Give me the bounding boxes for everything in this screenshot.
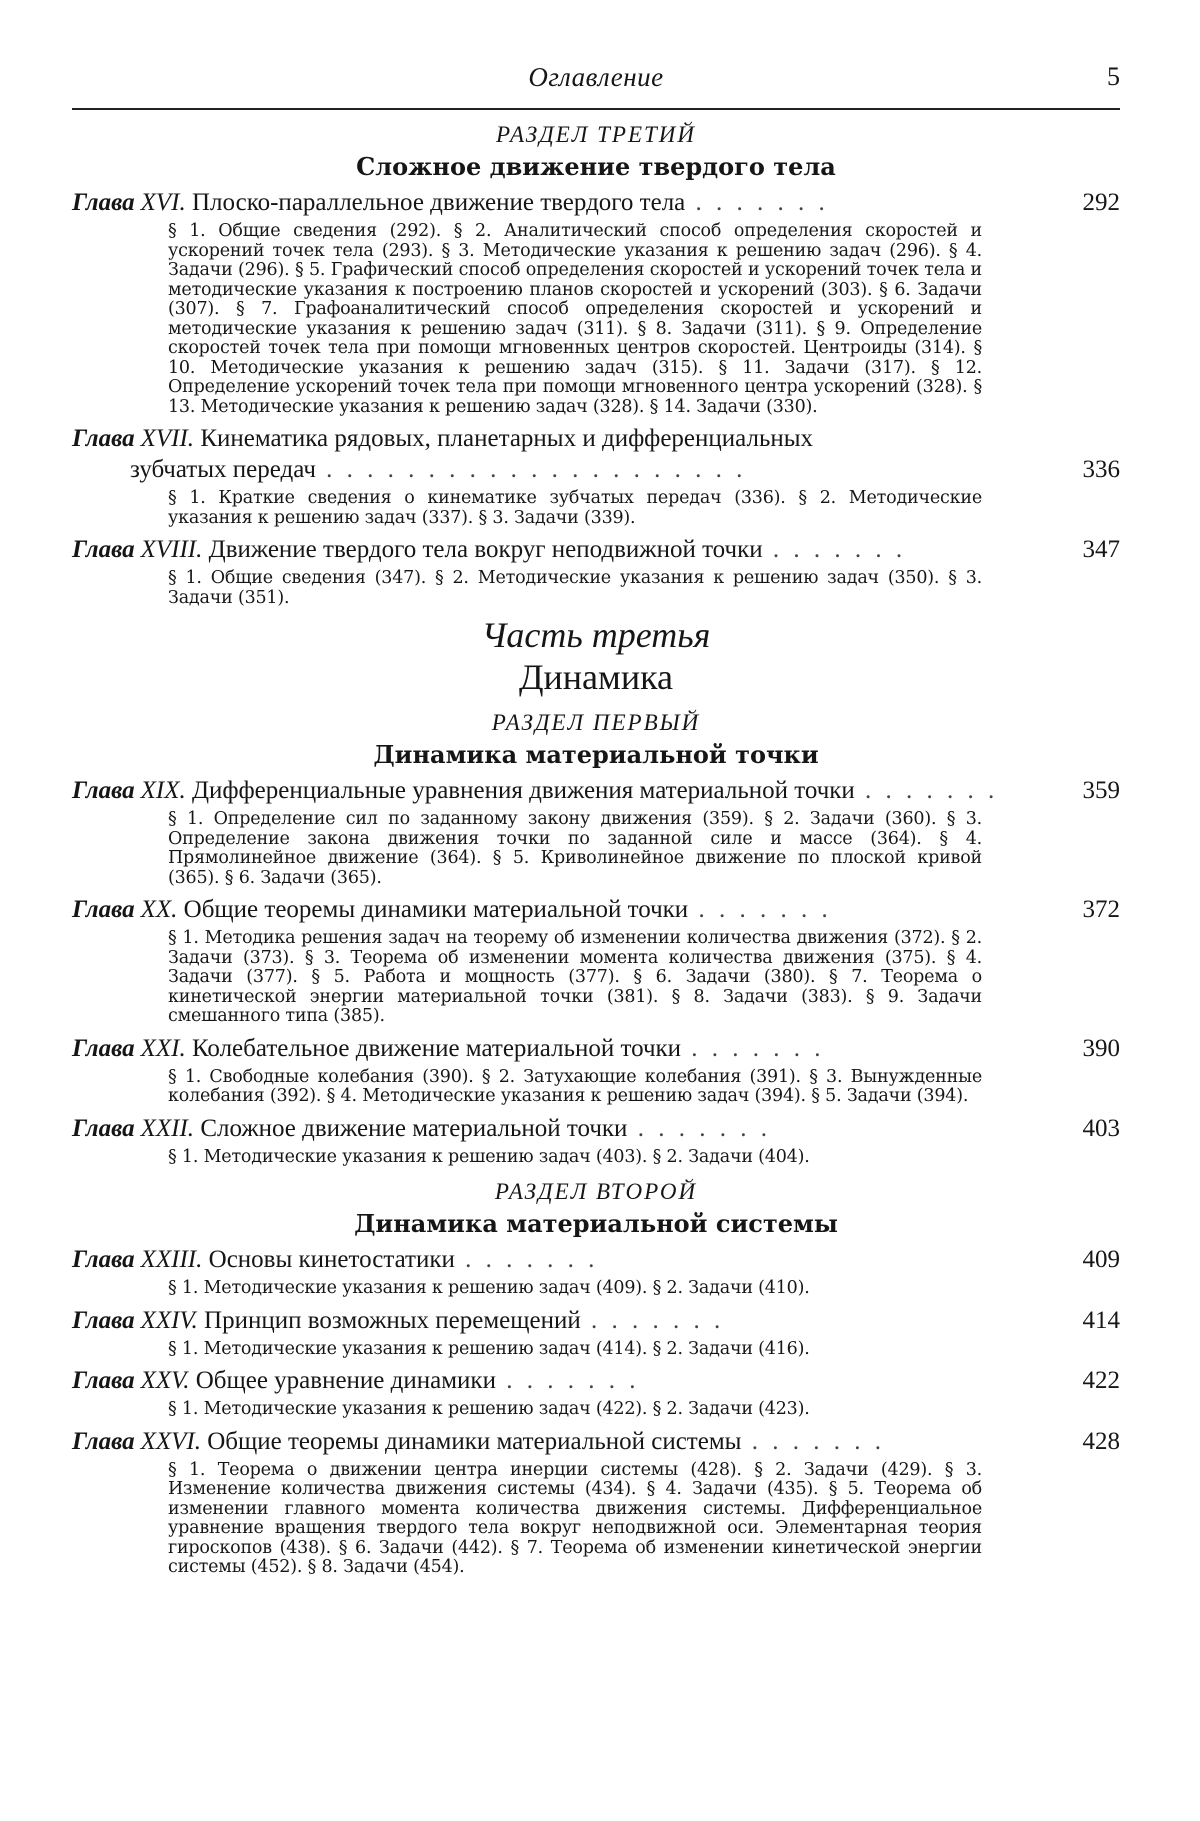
- chapter-word: Глава: [72, 1427, 135, 1455]
- chapter-page-number: 422: [1082, 1367, 1120, 1394]
- chapter-title: Принцип возможных перемещений: [204, 1306, 581, 1334]
- chapter-heading-text: [72, 1365, 1050, 1396]
- section-label: РАЗДЕЛ ТРЕТИЙ: [495, 122, 697, 147]
- chapter-page-number: 347: [1082, 536, 1120, 563]
- chapter-number: XVIII.: [140, 536, 203, 563]
- chapter-word: Глава: [72, 425, 135, 452]
- chapter-word: Глава: [72, 189, 135, 216]
- chapter-sections: § 1. Общие сведения (347). § 2. Методические указания к решению задач (350). § 3. Задачи (351).: [168, 568, 982, 608]
- chapter-number: XX.: [140, 896, 178, 923]
- chapter-list: [72, 775, 1120, 1167]
- chapter-sections: § 1. Методические указания к решению задач (409). § 2. Задачи (410).: [168, 1278, 810, 1298]
- chapter-word: Глава: [72, 1246, 135, 1273]
- chapter-heading-text: [72, 1113, 1050, 1144]
- chapter-word: Глава: [72, 536, 135, 563]
- leader-dots: . . . . . . .: [741, 1427, 885, 1455]
- chapter-sections: § 1. Методические указания к решению задач (403). § 2. Задачи (404).: [168, 1146, 810, 1167]
- chapter-heading-continued: [72, 454, 1120, 485]
- chapter-heading[interactable]: [72, 1244, 1120, 1275]
- chapter-heading-text: [72, 1305, 1050, 1336]
- chapter-sections: § 1. Методические указания к решению задач (414). § 2. Задачи (416).: [168, 1338, 810, 1359]
- part-subtitle: Динамика: [518, 657, 674, 697]
- toc-chapter: [72, 1033, 1120, 1107]
- chapter-number: XXI.: [140, 1034, 186, 1062]
- leader-dots: . . . . . . .: [580, 1306, 725, 1334]
- chapter-sections: § 1. Методические указания к решению задач (422). § 2. Задачи (423).: [168, 1399, 810, 1419]
- chapter-list: [72, 187, 1120, 608]
- chapter-title: Общее уравнение динамики: [195, 1367, 496, 1394]
- page-number: 5: [1107, 62, 1120, 91]
- chapter-heading[interactable]: [72, 534, 1120, 565]
- chapter-heading-text: [72, 1244, 1050, 1275]
- chapter-heading[interactable]: [72, 1033, 1120, 1064]
- running-title: Оглавление: [528, 62, 664, 92]
- chapter-heading-text: [72, 1426, 1050, 1457]
- chapter-word: Глава: [72, 1367, 135, 1394]
- toc-chapter: [72, 1113, 1120, 1168]
- chapter-number: XXV.: [140, 1367, 190, 1394]
- chapter-page-number: 409: [1082, 1246, 1120, 1273]
- part-title: Часть третья: [481, 615, 711, 655]
- chapter-title: Колебательное движение материальной точки: [191, 1034, 682, 1062]
- chapter-heading[interactable]: [72, 1365, 1120, 1396]
- chapter-title: Кинематика рядовых, планетарных и дифференциальных: [200, 425, 814, 452]
- toc-chapter: [72, 1365, 1120, 1420]
- toc-chapter: [72, 1244, 1120, 1299]
- toc-chapter: [72, 1305, 1120, 1360]
- chapter-sections: § 1. Теорема о движении центра инерции системы (428). § 2. Задачи (429). § 3. Изменение количества движения системы (434). § 4. Задачи (435). § 5. Теорема об изменении главного момента количества движения системы. Дифференциальное уравнение вращения твердого тела вокруг неподвижной оси. Элементарная теория гироскопов (438). § 6. Задачи (442). § 7. Теорема об изменении кинетической энергии системы (452). § 8. Задачи (454).: [168, 1459, 982, 1577]
- chapter-sections: § 1. Общие сведения (292). § 2. Аналитический способ определения скоростей и ускорений точек тела (293). § 3. Методические указания к решению задач (296). § 4. Задачи (296). § 5. Графический способ определения скоростей и ускорений точек тела и методические указания к построению планов скоростей и ускорений (303). § 6. Задачи (307). § 7. Графоаналитический способ определения скоростей и ускорений и методические указания к решению задач (311). § 8. Задачи (311). § 9. Определение скоростей точек тела при помощи мгновенных центров скоростей. Центроиды (314). § 10. Методические указания к решению задач (315). § 11. Задачи (317). § 12. Определение ускорений точек тела при помощи мгновенного центра ускорений (328). § 13. Методические указания к решению задач (328). § 14. Задачи (330).: [168, 221, 982, 417]
- chapter-title: Основы кинетостатики: [208, 1246, 455, 1273]
- leader-dots: . . . . . . .: [762, 536, 907, 563]
- chapter-title: Движение твердого тела вокруг неподвижной точки: [208, 536, 763, 563]
- chapter-word: Глава: [72, 1034, 135, 1062]
- toc-chapter: [72, 187, 1120, 417]
- chapter-number: XXII.: [140, 1114, 195, 1142]
- chapter-page-number: 428: [1082, 1427, 1120, 1455]
- chapter-heading[interactable]: [72, 1426, 1120, 1457]
- chapter-page-number: 292: [1082, 189, 1120, 216]
- toc-chapter: [72, 423, 1120, 528]
- chapter-heading[interactable]: [72, 187, 1120, 218]
- leader-dots: . . . . . . .: [495, 1367, 640, 1394]
- chapter-sections: § 1. Определение сил по заданному закону движения (359). § 2. Задачи (360). § 3. Определение закона движения точки по заданной силе и массе (364). § 4. Прямолинейное движение (364). § 5. Криволинейное движение по плоской кривой (365). § 6. Задачи (365).: [168, 809, 982, 888]
- chapter-page-number: 359: [1082, 777, 1120, 804]
- chapter-list: [72, 1244, 1120, 1578]
- chapter-word: Глава: [72, 777, 135, 804]
- section-title: Сложное движение твердого тела: [356, 152, 836, 181]
- chapter-heading[interactable]: [72, 1305, 1120, 1336]
- chapter-page-number: 414: [1082, 1306, 1120, 1334]
- chapter-word: Глава: [72, 1306, 135, 1334]
- chapter-heading-text: [72, 187, 1050, 218]
- chapter-heading[interactable]: [72, 775, 1120, 806]
- toc-page: [72, 52, 1120, 1584]
- chapter-heading-text: [72, 534, 1050, 565]
- toc-chapter: [72, 534, 1120, 608]
- chapter-number: XVI.: [140, 189, 186, 216]
- leader-dots: . . . . . . .: [854, 777, 999, 804]
- chapter-page-number: 372: [1082, 896, 1120, 923]
- leader-dots: . . . . . . . . . . . . . . . . . . . . .: [315, 456, 747, 483]
- chapter-number: XXIII.: [140, 1246, 203, 1273]
- chapter-sections: § 1. Свободные колебания (390). § 2. Затухающие колебания (391). § 3. Вынужденные колебания (392). § 4. Методические указания к решению задач (394). § 5. Задачи (394).: [168, 1066, 982, 1106]
- chapter-title: Плоско-параллельное движение твердого тела: [191, 189, 686, 216]
- chapter-word: Глава: [72, 896, 135, 923]
- section-title: Динамика материальной точки: [373, 740, 819, 769]
- leader-dots: . . . . . . .: [454, 1246, 599, 1273]
- chapter-number: XVII.: [140, 425, 195, 452]
- leader-dots: . . . . . . .: [627, 1114, 771, 1142]
- leader-dots: . . . . . . .: [685, 189, 829, 216]
- section-title: Динамика материальной системы: [354, 1209, 838, 1238]
- chapter-sections: § 1. Методика решения задач на теорему об изменении количества движения (372). § 2. Задачи (373). § 3. Теорема об изменении момента количества движения (375). § 4. Задачи (377). § 5. Работа и мощность (377). § 6. Задачи (380). § 7. Теорема о кинетической энергии материальной точки (381). § 8. Задачи (383). § 9. Задачи смешанного типа (385).: [168, 928, 982, 1026]
- page-header: [72, 52, 1120, 110]
- chapter-number: XIX.: [140, 777, 186, 804]
- chapter-heading[interactable]: [72, 423, 1120, 454]
- chapter-heading-text: [72, 1033, 1050, 1064]
- section-label: РАЗДЕЛ ВТОРОЙ: [494, 1179, 698, 1204]
- chapter-page-number: 403: [1082, 1114, 1120, 1142]
- chapter-title-continued: зубчатых передач: [130, 456, 316, 483]
- chapter-page-number: 336: [1082, 456, 1120, 483]
- chapter-title: Общие теоремы динамики материальной системы: [207, 1427, 742, 1455]
- chapter-number: XXVI.: [140, 1427, 201, 1455]
- chapter-title: Дифференциальные уравнения движения материальной точки: [191, 777, 855, 804]
- toc-chapter: [72, 1426, 1120, 1578]
- chapter-word: Глава: [72, 1114, 135, 1142]
- leader-dots: . . . . . . .: [688, 896, 832, 923]
- chapter-heading-text: [72, 894, 1050, 925]
- leader-dots: . . . . . . .: [681, 1034, 825, 1062]
- chapter-sections: § 1. Краткие сведения о кинематике зубчатых передач (336). § 2. Методические указания к решению задач (337). § 3. Задачи (339).: [168, 488, 982, 528]
- chapter-heading-text: [72, 775, 1050, 806]
- toc-chapter: [72, 894, 1120, 1027]
- chapter-number: XXIV.: [140, 1306, 198, 1334]
- chapter-title: Общие теоремы динамики материальной точки: [183, 896, 689, 923]
- toc-chapter: [72, 775, 1120, 888]
- chapter-page-number: 390: [1082, 1034, 1120, 1062]
- chapter-heading-text: [130, 454, 1050, 485]
- chapter-heading[interactable]: [72, 1113, 1120, 1144]
- section-label: РАЗДЕЛ ПЕРВЫЙ: [491, 710, 701, 735]
- chapter-heading[interactable]: [72, 894, 1120, 925]
- chapter-title: Сложное движение материальной точки: [200, 1114, 628, 1142]
- chapter-heading-text: [72, 423, 1120, 454]
